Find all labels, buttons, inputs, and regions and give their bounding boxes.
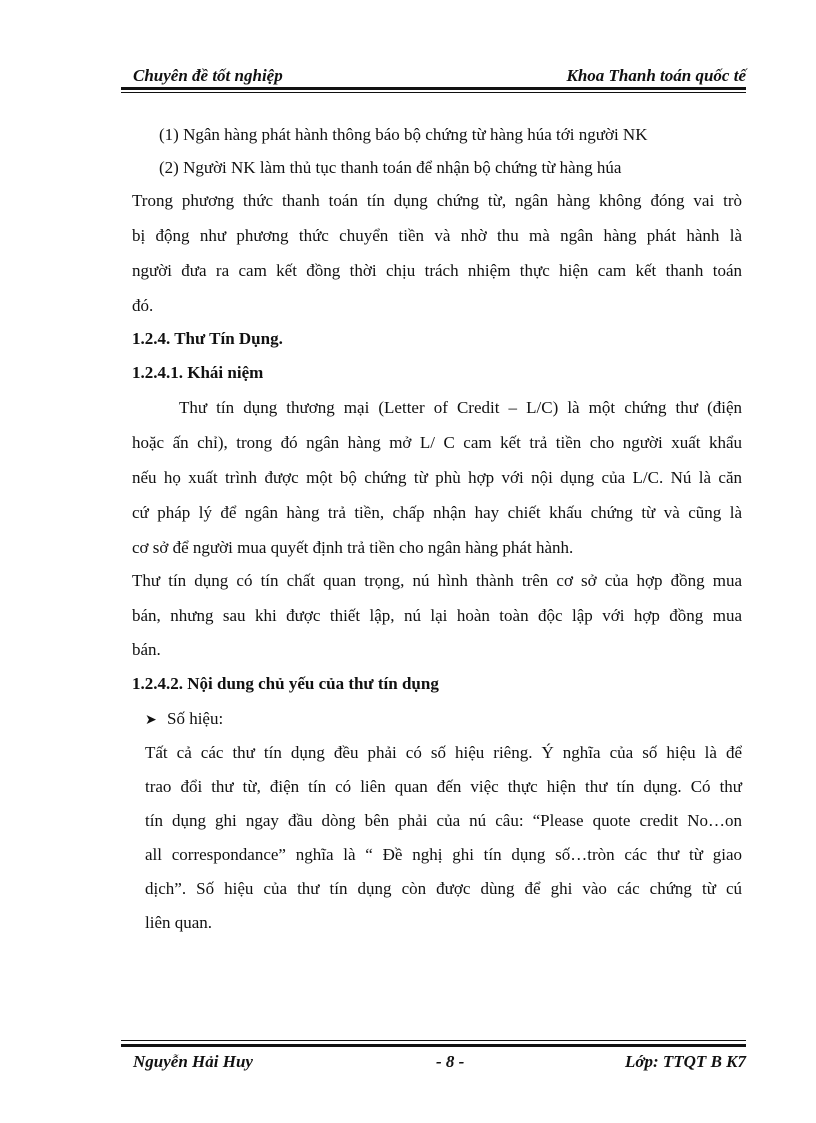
paragraph-3-line-3: bán. [132, 640, 161, 659]
paragraph-2-line-2: hoặc ấn chỉ), trong đó ngân hàng mở L/ C cam kết trả tiền cho người xuất khẩu [132, 433, 742, 452]
paragraph-1-line-1: Trong phương thức thanh toán tín dụng chứng từ, ngân hàng không đóng vai trò [132, 191, 742, 210]
paragraph-2-line-1: Thư tín dụng thương mại (Letter of Credit – L/C) là một chứng thư (điện [179, 398, 742, 417]
paragraph-2-line-5: cơ sở để người mua quyết định trả tiền cho ngân hàng phát hành. [132, 538, 574, 557]
page-footer [131, 1050, 746, 1074]
page-header [131, 62, 746, 88]
paragraph-4-line-5: dịch”. Số hiệu của thư tín dụng còn được dùng để ghi vào các chứng từ cú [145, 879, 742, 898]
paragraph-1-line-3: người đưa ra cam kết đồng thời chịu trách nhiệm thực hiện cam kết thanh toán [132, 261, 742, 280]
list-item-step-2: (2) Người NK làm thủ tục thanh toán để nhận bộ chứng từ hàng húa [159, 158, 622, 177]
paragraph-3-line-2: bán, nhưng sau khi được thiết lập, nú lại hoàn toàn độc lập với hợp đồng mua [132, 606, 742, 625]
footer-rule-thin [121, 1040, 746, 1041]
paragraph-2-line-3: nếu họ xuất trình được một bộ chứng từ phù hợp với nội dụng của L/C. Nú là căn [132, 468, 742, 487]
paragraph-2-line-4: cứ pháp lý để ngân hàng trả tiền, chấp nhận hay chiết khấu chứng từ và cũng là [132, 503, 742, 522]
section-heading-1-2-4-2: 1.2.4.2. Nội dung chủ yếu của thư tín dụng [132, 674, 439, 693]
footer-author: Nguyễn Hải Huy [133, 1052, 253, 1071]
footer-rule-thick [121, 1044, 746, 1047]
header-rule-thin [121, 92, 746, 93]
section-heading-1-2-4-1: 1.2.4.1. Khái niệm [132, 363, 264, 382]
footer-page-number: - 8 - [436, 1052, 465, 1071]
header-title-right: Khoa Thanh toán quốc tế [566, 66, 746, 85]
paragraph-4-line-1: Tất cả các thư tín dụng đều phải có số hiệu riêng. Ý nghĩa của số hiệu là để [145, 743, 742, 762]
bullet-label: Số hiệu: [167, 709, 224, 728]
arrow-bullet-icon: ➤ [145, 713, 157, 728]
section-heading-1-2-4: 1.2.4. Thư Tín Dụng. [132, 329, 283, 348]
list-item-step-1: (1) Ngân hàng phát hành thông báo bộ chứng từ hàng húa tới người NK [159, 125, 648, 144]
header-title-left: Chuyên đề tốt nghiệp [133, 66, 283, 85]
paragraph-4-line-2: trao đổi thư từ, điện tín có liên quan đến việc thực hiện thư tín dụng. Có thư [145, 777, 742, 796]
paragraph-4-line-6: liên quan. [145, 913, 213, 932]
paragraph-1-line-2: bị động như phương thức chuyển tiền và nhờ thu mà ngân hàng phát hành là [132, 226, 742, 245]
paragraph-4-line-3: tín dụng ghi ngay đầu dòng bên phải của nú câu: “Please quote credit No…on [145, 811, 742, 830]
footer-class: Lớp: TTQT B K7 [624, 1052, 746, 1071]
paragraph-4-line-4: all correspondance” nghĩa là “ Đề nghị ghi tín dụng số…tròn các thư từ giao [145, 845, 742, 864]
header-rule-thick [121, 87, 746, 90]
paragraph-3-line-1: Thư tín dụng có tín chất quan trọng, nú hình thành trên cơ sở của hợp đồng mua [132, 571, 742, 590]
bullet-item [145, 708, 223, 732]
paragraph-1-line-4: đó. [132, 296, 154, 315]
